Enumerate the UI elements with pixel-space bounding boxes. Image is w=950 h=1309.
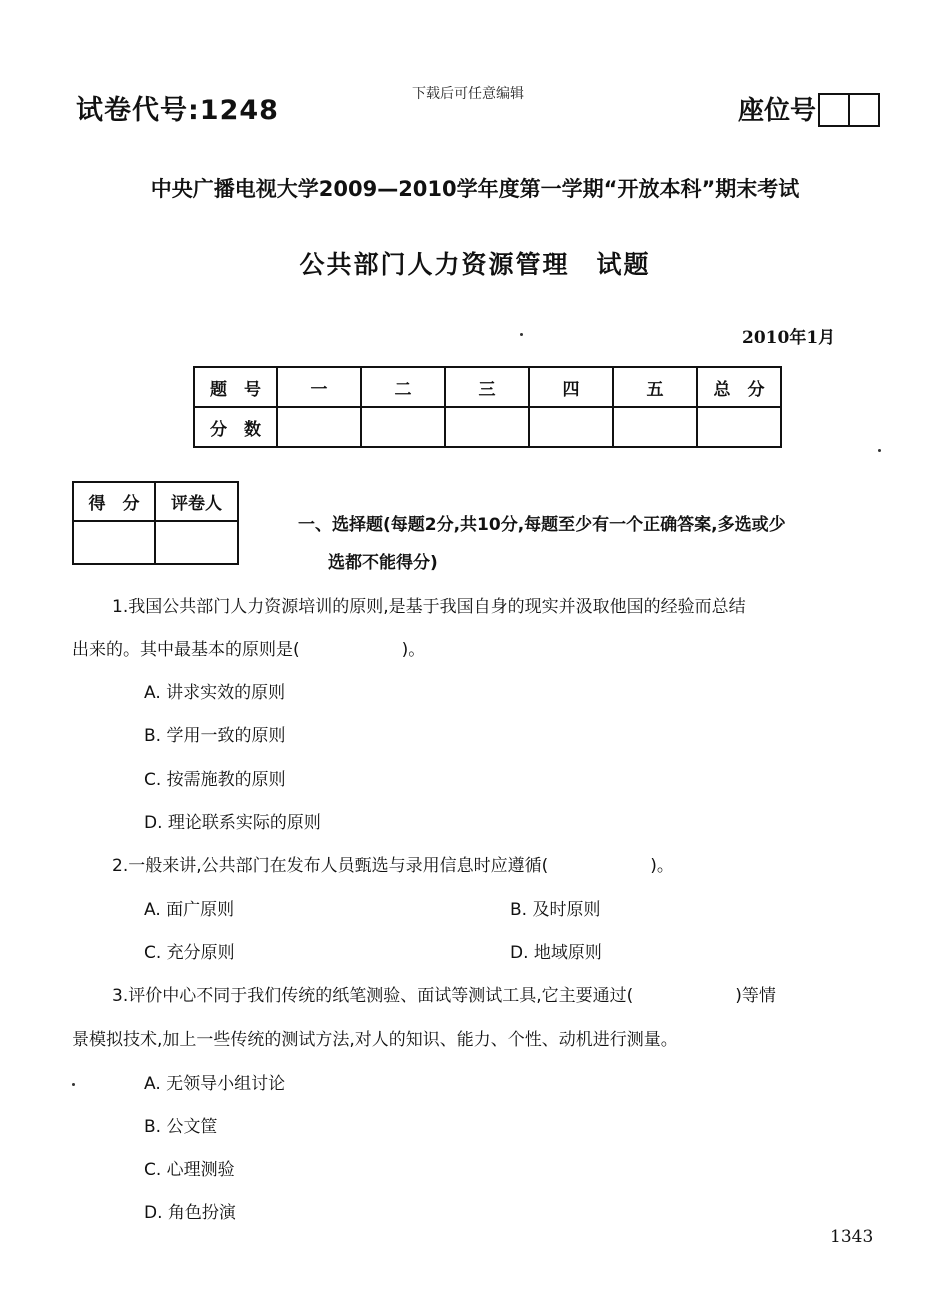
section-heading-line1: 一、选择题(每题2分,共10分,每题至少有一个正确答案,多选或少 xyxy=(298,515,786,535)
scan-speck xyxy=(520,333,523,336)
score-table-col: 二 xyxy=(361,367,445,407)
question-2-option-c: C. 充分原则 xyxy=(144,943,235,963)
question-2-text: 2.一般来讲,公共部门在发布人员甄选与录用信息时应遵循( )。 xyxy=(112,856,674,876)
score-cell xyxy=(529,407,613,447)
question-3-option-c: C. 心理测验 xyxy=(144,1160,235,1180)
score-table-col: 一 xyxy=(277,367,361,407)
score-table-col: 三 xyxy=(445,367,529,407)
section-heading-line2: 选都不能得分) xyxy=(328,553,438,573)
score-table-header-row xyxy=(194,367,781,407)
question-1-option-a: A. 讲求实效的原则 xyxy=(144,683,286,703)
question-2-option-b: B. 及时原则 xyxy=(510,900,601,920)
question-2-option-d: D. 地域原则 xyxy=(510,943,602,963)
score-table xyxy=(193,366,782,448)
grader-table xyxy=(72,481,239,565)
section-heading xyxy=(298,506,898,582)
grader-table-header-row xyxy=(73,482,238,521)
seat-label: 座位号 xyxy=(738,96,817,126)
question-3-option-b: B. 公文筐 xyxy=(144,1117,218,1137)
question-3-option-d: D. 角色扮演 xyxy=(144,1203,236,1223)
score-table-col: 总 分 xyxy=(697,367,781,407)
score-cell xyxy=(445,407,529,447)
question-1-text-cont: 出来的。其中最基本的原则是( )。 xyxy=(72,640,426,660)
exam-title: 公共部门人力资源管理 试题 xyxy=(299,250,651,279)
score-cell xyxy=(361,407,445,447)
question-3-text: 3.评价中心不同于我们传统的纸笔测验、面试等测试工具,它主要通过( )等情 xyxy=(112,986,776,1006)
exam-date: 2010年1月 xyxy=(742,328,836,348)
score-table-col: 五 xyxy=(613,367,697,407)
question-1-option-d: D. 理论联系实际的原则 xyxy=(144,813,321,833)
grader-label: 评卷人 xyxy=(155,482,238,521)
score-table-score-row xyxy=(194,407,781,447)
grader-cell xyxy=(155,521,238,564)
seat-boxes xyxy=(818,93,880,127)
question-3-text-cont: 景模拟技术,加上一些传统的测试方法,对人的知识、能力、个性、动机进行测量。 xyxy=(72,1030,678,1050)
page-number: 1343 xyxy=(830,1227,874,1247)
seat-number-field xyxy=(738,90,880,127)
question-1-option-c: C. 按需施教的原则 xyxy=(144,770,286,790)
question-1-text: 1.我国公共部门人力资源培训的原则,是基于我国自身的现实并汲取他国的经验而总结 xyxy=(112,597,746,617)
score-cell xyxy=(73,521,155,564)
question-1-option-b: B. 学用一致的原则 xyxy=(144,726,286,746)
scan-speck xyxy=(72,1083,75,1086)
watermark-text: 下载后可任意编辑 xyxy=(412,86,524,102)
score-table-row-label: 分 数 xyxy=(194,407,277,447)
score-table-row-label: 题 号 xyxy=(194,367,277,407)
university-exam-line: 中央广播电视大学2009—2010学年度第一学期“开放本科”期末考试 xyxy=(150,177,800,201)
score-table-col: 四 xyxy=(529,367,613,407)
question-3-option-a: A. 无领导小组讨论 xyxy=(144,1074,286,1094)
scan-speck xyxy=(878,449,881,452)
question-2-option-a: A. 面广原则 xyxy=(144,900,235,920)
paper-code: 试卷代号:1248 xyxy=(76,95,279,126)
score-cell xyxy=(277,407,361,447)
score-cell xyxy=(697,407,781,447)
score-cell xyxy=(613,407,697,447)
score-label: 得 分 xyxy=(73,482,155,521)
grader-table-empty-row xyxy=(73,521,238,564)
